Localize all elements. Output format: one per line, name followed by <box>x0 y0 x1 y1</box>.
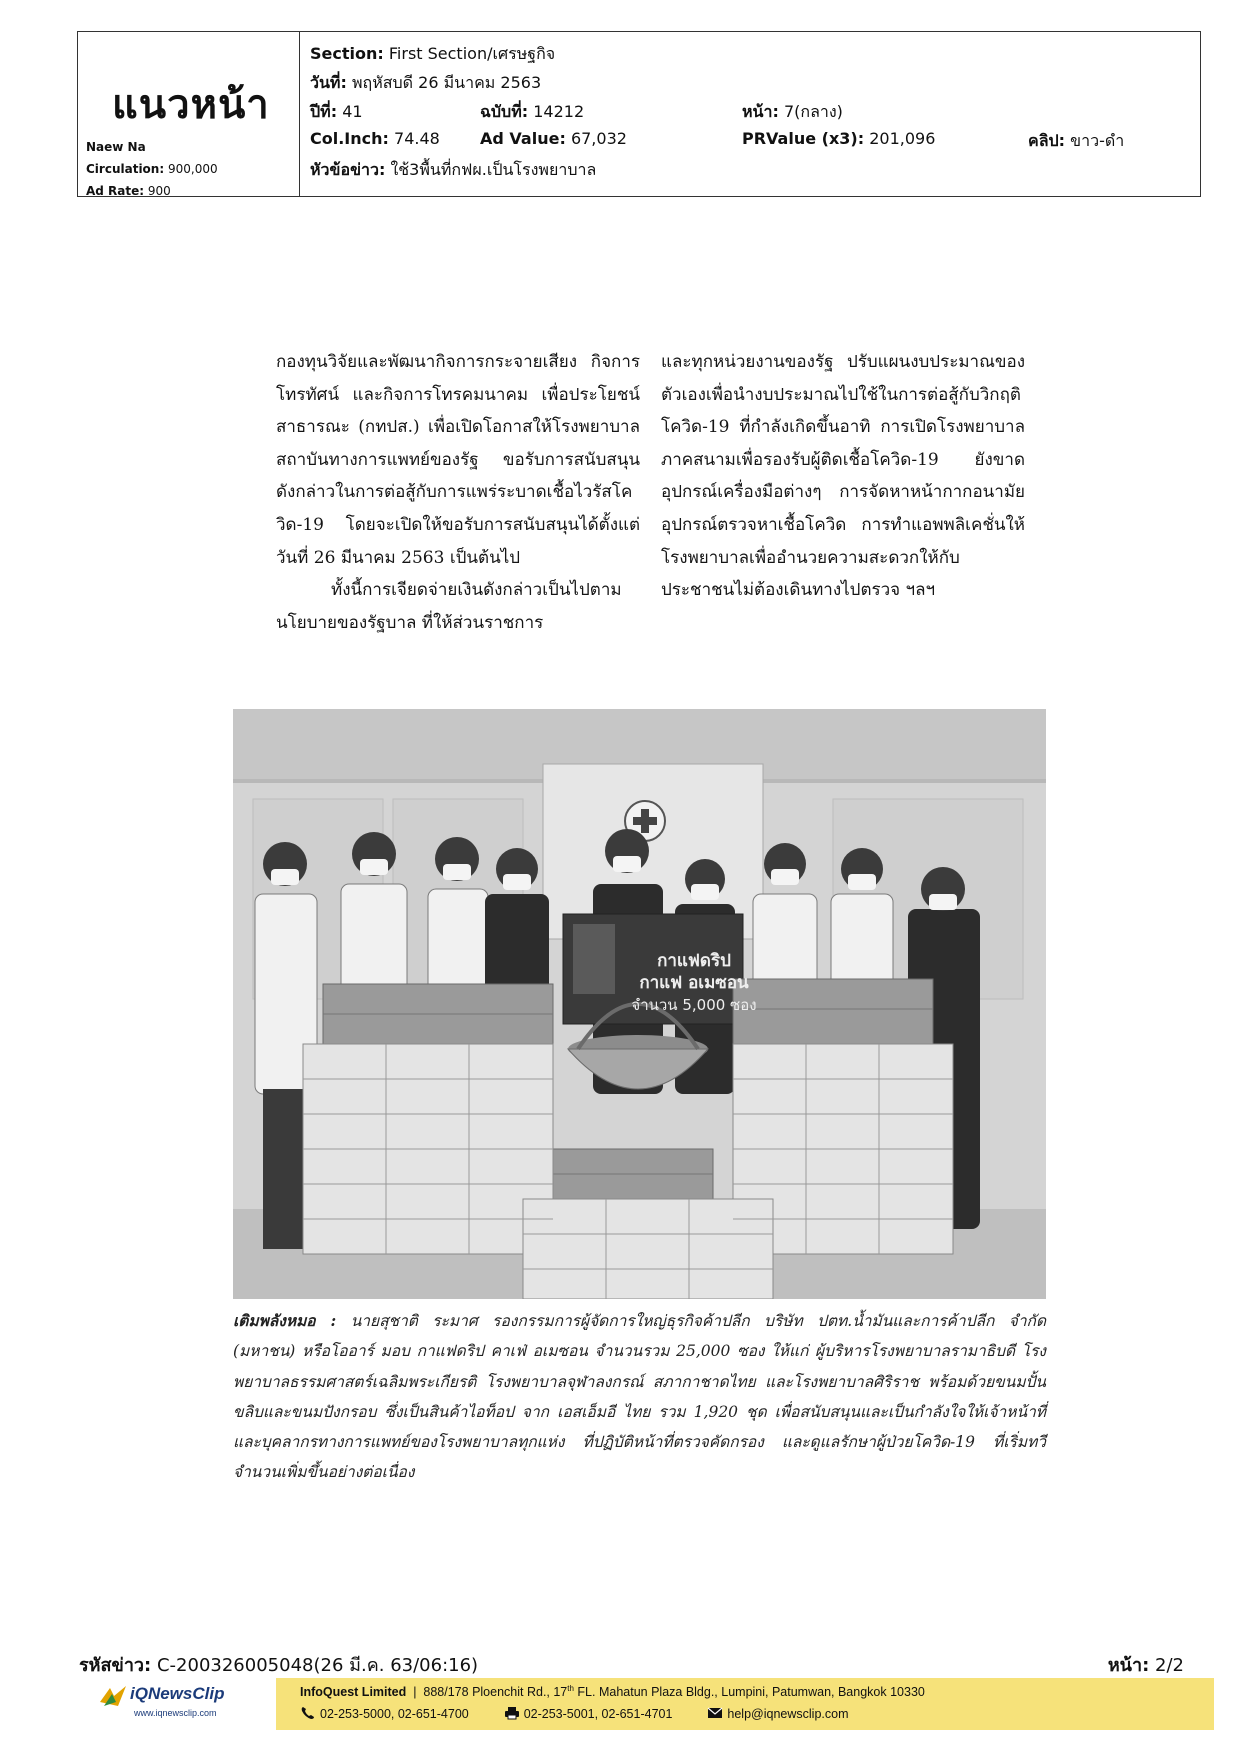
colinch-value: 74.48 <box>394 129 440 148</box>
headline-value: ใช้3พื้นที่กฟผ.เป็นโรงพยาบาล <box>390 160 597 179</box>
page-number <box>1108 1650 1184 1679</box>
article-column-right <box>661 346 1025 607</box>
clip-row <box>1028 129 1124 154</box>
product-sign-line: จำนวน 5,000 ซอง <box>631 996 757 1014</box>
news-code <box>79 1650 478 1679</box>
ad-rate-value: 900 <box>147 184 171 198</box>
phone-icon <box>300 1706 316 1720</box>
advalue-row <box>480 129 627 148</box>
page-row <box>742 100 843 125</box>
publication-logo: แนวหน้า <box>112 82 270 128</box>
article-paragraph: ทั้งนี้การเจียดจ่ายเงินดังกล่าวเป็นไปตามนโยบายของรัฐบาล ที่ให้ส่วนราชการ <box>276 580 622 633</box>
footer-address-sup: th <box>567 1684 574 1693</box>
clipping-header <box>77 31 1201 197</box>
caption-lead: เติมพลังหมอ : <box>233 1311 337 1330</box>
iqnewsclip-logo <box>98 1684 258 1728</box>
year-label: ปีที่: <box>310 102 338 121</box>
footer-separator: | <box>409 1685 424 1700</box>
section-row <box>310 42 555 67</box>
publication-panel <box>78 32 300 196</box>
year-row <box>310 100 363 125</box>
clip-label: คลิป: <box>1028 131 1066 150</box>
product-sign-line: กาแฟดริป <box>657 951 731 971</box>
page-number-label: หน้า: <box>1107 1655 1150 1676</box>
footer-address-line <box>300 1684 925 1699</box>
colinch-label: Col.Inch: <box>310 129 389 148</box>
date-label: วันที่: <box>310 73 347 92</box>
product-sign <box>574 950 814 1016</box>
circulation-label: Circulation: <box>86 162 165 176</box>
iqnewsclip-mark-icon <box>98 1684 128 1710</box>
year-value: 41 <box>342 102 363 121</box>
prvalue-value: 201,096 <box>869 129 936 148</box>
headline-label: หัวข้อข่าว: <box>310 160 386 179</box>
footer-phone: 02-253-5000, 02-651-4700 <box>320 1707 469 1721</box>
circulation-value: 900,000 <box>167 162 218 176</box>
section-value: First Section/เศรษฐกิจ <box>388 44 556 63</box>
date-row <box>310 71 541 96</box>
fax-icon <box>504 1706 520 1720</box>
iqnewsclip-url: www.iqnewsclip.com <box>134 1708 217 1718</box>
ad-rate-label: Ad Rate: <box>86 184 145 198</box>
footer-email: help@iqnewsclip.com <box>727 1707 849 1721</box>
news-code-label: รหัสข่าว: <box>79 1655 152 1676</box>
issue-value: 14212 <box>533 102 585 121</box>
article-paragraph: และทุกหน่วยงานของรัฐ ปรับแผนงบประมาณของตัวเองเพื่อนำงบประมาณไปใช้ในการต่อสู้กับวิกฤติโควิด-19 ที่กำลังเกิดขึ้นอาทิ การเปิดโรงพยาบาลภาคสนามเพื่อรองรับผู้ติดเชื้อโควิด-19 ยังขาดอุปกรณ์เครื่องมือต่างๆ การจัดหาหน้ากากอนามัย อุปกรณ์ตรวจหาเชื้อโควิด การทำแอพพลิเคชั่นให้โรงพยาบาลเพื่ออำนวยความสะดวกให้กับประชาชนไม่ต้องเดินทางไปตรวจ ฯลฯ <box>661 352 1025 601</box>
issue-label: ฉบับที่: <box>480 102 529 121</box>
footer-contact-line <box>300 1706 848 1721</box>
date-value: พฤหัสบดี 26 มีนาคม 2563 <box>351 73 542 92</box>
issue-row <box>480 100 584 125</box>
article-column-left <box>276 346 640 639</box>
prvalue-label: PRValue (x3): <box>742 129 865 148</box>
colinch-row <box>310 129 440 148</box>
photo-caption <box>233 1306 1046 1488</box>
page-value: 7(กลาง) <box>783 102 843 121</box>
footer-address-rest: FL. Mahatun Plaza Bldg., Lumpini, Patumwan, Bangkok 10330 <box>577 1685 925 1700</box>
footer-address: 888/178 Ploenchit Rd., 17 <box>423 1685 568 1700</box>
email-icon <box>707 1706 723 1720</box>
iqnewsclip-brand: iQNewsClip <box>130 1684 225 1703</box>
page-number-value: 2/2 <box>1155 1655 1184 1676</box>
news-code-value: C-200326005048(26 มี.ค. 63/06:16) <box>156 1655 479 1676</box>
section-label: Section: <box>310 44 384 63</box>
footer-fax: 02-253-5001, 02-651-4701 <box>523 1707 673 1721</box>
publication-name: Naew Na <box>86 140 146 154</box>
advalue-value: 67,032 <box>570 129 627 148</box>
product-sign-line: กาแฟ อเมซอน <box>639 973 749 993</box>
prvalue-row <box>742 129 935 148</box>
footer-company: InfoQuest Limited <box>300 1685 407 1700</box>
article-paragraph: กองทุนวิจัยและพัฒนากิจการกระจายเสียง กิจการโทรทัศน์ และกิจการโทรคมนาคม เพื่อประโยชน์สาธารณะ (กทปส.) เพื่อเปิดโอกาสให้โรงพยาบาล สถาบันทางการแพทย์ของรัฐ ขอรับการสนับสนุนดังกล่าวในการต่อสู้กับการแพร่ระบาดเชื้อไวรัสโควิด-19 โดยจะเปิดให้ขอรับการสนับสนุนได้ตั้งแต่วันที่ 26 มีนาคม 2563 เป็นต้นไป <box>276 352 640 568</box>
page-label: หน้า: <box>742 102 779 121</box>
headline-row <box>310 158 596 183</box>
clip-metadata <box>310 38 1200 202</box>
advalue-label: Ad Value: <box>480 129 566 148</box>
clip-value: ขาว-ดำ <box>1070 131 1125 150</box>
publication-info <box>86 136 218 202</box>
caption-body: นายสุชาติ ระมาศ รองกรรมการผู้จัดการใหญ่ธุรกิจค้าปลีก บริษัท ปตท.น้ำมันและการค้าปลีก จำกัด (มหาชน) หรือโออาร์ มอบ กาแฟดริป คาเฟ่ อเมซอน จำนวนรวม 25,000 ซอง ให้แก่ ผู้บริหารโรงพยาบาลรามาธิบดี โรงพยาบาลธรรมศาสตร์เฉลิมพระเกียรติ โรงพยาบาลจุฬาลงกรณ์ สภากาชาดไทย และโรงพยาบาลศิริราช พร้อมด้วยขนมปั้นขลิบและขนมปังกรอบ ซึ่งเป็นสินค้าไอท็อป จาก เอสเอ็มอี ไทย รวม 1,920 ชุด เพื่อสนับสนุนและเป็นกำลังใจให้เจ้าหน้าที่และบุคลากรทางการแพทย์ของโรงพยาบาลทุกแห่ง ที่ปฏิบัติหน้าที่ตรวจคัดกรอง และดูแลรักษาผู้ป่วยโควิด-19 ที่เริ่มทวีจำนวนเพิ่มขึ้นอย่างต่อเนื่อง <box>233 1312 1047 1482</box>
